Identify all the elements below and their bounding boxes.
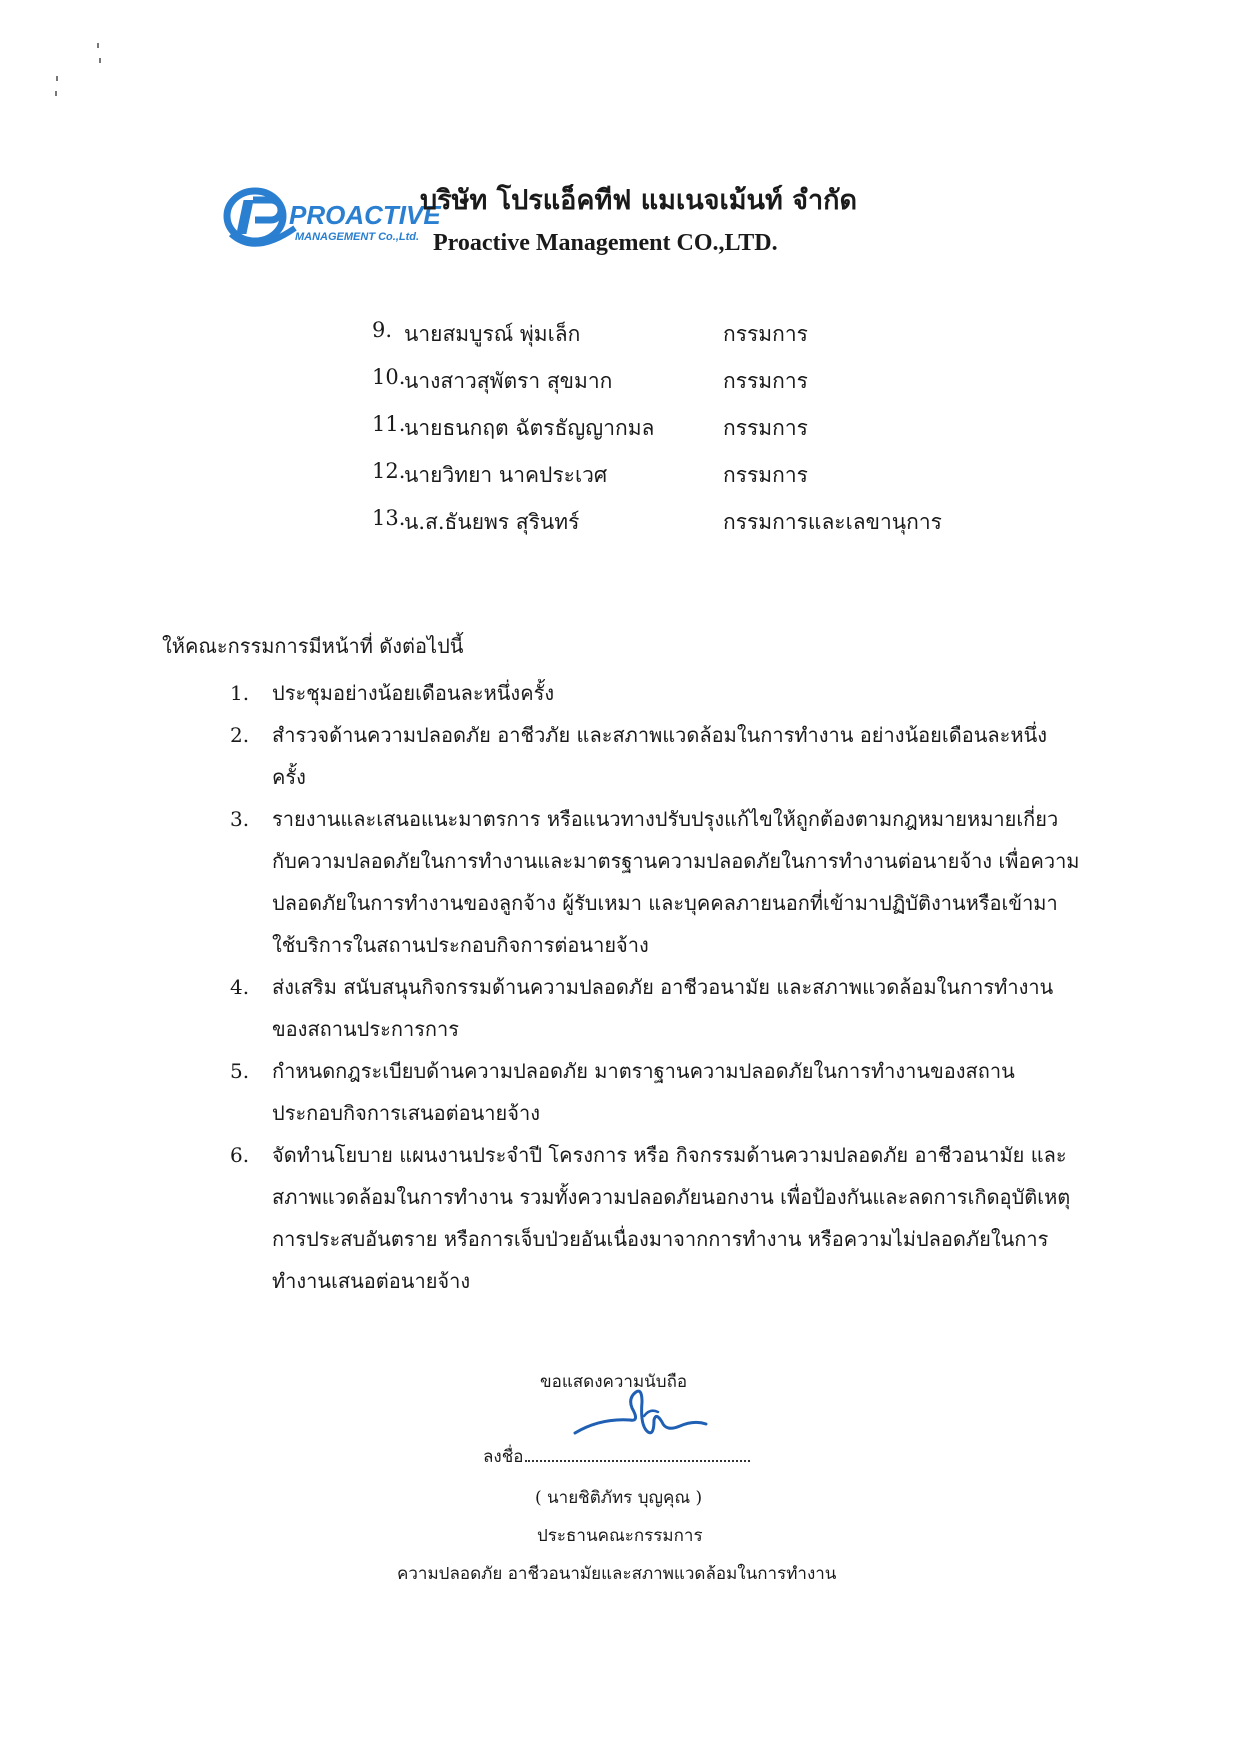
- duty-number: 2.: [230, 723, 250, 747]
- member-role: กรรมการ: [723, 463, 808, 487]
- scan-mark: [99, 58, 101, 63]
- scan-mark: [56, 76, 58, 81]
- member-number: 9.: [372, 318, 393, 342]
- scan-mark: [97, 43, 99, 48]
- member-name: นางสาวสุพัตรา สุขมาก: [404, 369, 613, 393]
- committee-member: [372, 506, 972, 553]
- duties-intro: ให้คณะกรรมการมีหน้าที่ ดังต่อไปนี้: [162, 634, 464, 658]
- member-number: 11.: [372, 412, 406, 436]
- duty-item: [230, 714, 1080, 798]
- member-role: กรรมการ: [723, 322, 808, 346]
- signature-dotted-line: [525, 1460, 750, 1462]
- company-name-english: Proactive Management CO.,LTD.: [433, 230, 778, 256]
- company-logo: [225, 184, 441, 254]
- duty-item: [230, 1134, 1080, 1302]
- duty-text: กำหนดกฎระเบียบด้านความปลอดภัย มาตราฐานความปลอดภัยในการทำงานของสถานประกอบกิจการเสนอต่อนายจ้าง: [272, 1059, 1015, 1125]
- duty-number: 5.: [230, 1059, 250, 1083]
- duty-number: 6.: [230, 1143, 250, 1167]
- duty-item: [230, 672, 1080, 714]
- duty-item: [230, 1050, 1080, 1134]
- letterhead: [225, 170, 858, 270]
- duty-item: [230, 966, 1080, 1050]
- committee-member: [372, 318, 972, 365]
- duty-text: ประชุมอย่างน้อยเดือนละหนึ่งครั้ง: [272, 681, 555, 705]
- sign-label: ลงชื่อ: [483, 1447, 524, 1467]
- signer-position: ประธานคณะกรรมการ: [537, 1526, 703, 1546]
- member-number: 10.: [372, 365, 406, 389]
- duty-text: จัดทำนโยบาย แผนงานประจำปี โครงการ หรือ กิจกรรมด้านความปลอดภัย อาชีวอนามัย และสภาพแวดล้อมในการทำงาน รวมทั้งความปลอดภัยนอกงาน เพื่อป้องกันและลดการเกิดอุบัติเหตุ การประสบอันตราย หรือการเจ็บป่วยอันเนื่องมาจากการทำงาน หรือความไม่ปลอดภัยในการทำงานเสนอต่อนายจ้าง: [272, 1143, 1071, 1293]
- logo-text: PROACTIVE: [289, 200, 441, 230]
- committee-member: [372, 459, 972, 506]
- member-role: กรรมการและเลขานุการ: [723, 510, 942, 534]
- duty-number: 1.: [230, 681, 250, 705]
- committee-member: [372, 365, 972, 412]
- proactive-logo-icon: [225, 184, 441, 254]
- member-role: กรรมการ: [723, 369, 808, 393]
- signer-name: ( นายชิติภัทร บุญคุณ ): [535, 1488, 703, 1508]
- member-role: กรรมการ: [723, 416, 808, 440]
- logo-subtext: MANAGEMENT Co.,Ltd.: [295, 231, 420, 243]
- duty-number: 3.: [230, 807, 250, 831]
- committee-list: [372, 318, 972, 553]
- duty-text: ส่งเสริม สนับสนุนกิจกรรมด้านความปลอดภัย อาชีวอนามัย และสภาพแวดล้อมในการทำงานของสถานประการการ: [272, 975, 1054, 1041]
- scan-mark: [55, 91, 57, 96]
- member-name: น.ส.ธันยพร สุรินทร์: [404, 510, 580, 534]
- member-name: นายธนกฤต ฉัตรธัญญากมล: [404, 416, 655, 440]
- closing-phrase: ขอแสดงความนับถือ: [540, 1372, 688, 1392]
- signer-position-detail: ความปลอดภัย อาชีวอนามัยและสภาพแวดล้อมในการทำงาน: [397, 1564, 837, 1584]
- duties-list: [230, 672, 1080, 1302]
- signature-line: [483, 1443, 750, 1470]
- member-number: 13.: [372, 506, 406, 530]
- duty-number: 4.: [230, 975, 250, 999]
- duty-text: สำรวจด้านความปลอดภัย อาชีวภัย และสภาพแวดล้อมในการทำงาน อย่างน้อยเดือนละหนึ่งครั้ง: [272, 723, 1048, 789]
- member-name: นายวิทยา นาคประเวศ: [404, 463, 608, 487]
- committee-member: [372, 412, 972, 459]
- duty-text: รายงานและเสนอแนะมาตรการ หรือแนวทางปรับปรุงแก้ไขให้ถูกต้องตามกฎหมายหมายเกี่ยวกับความปลอดภัยในการทำงานและมาตรฐานความปลอดภัยในการทำงานต่อนายจ้าง เพื่อความปลอดภัยในการทำงานของลูกจ้าง ผู้รับเหมา และบุคคลภายนอกที่เข้ามาปฏิบัติงานหรือเข้ามาใช้บริการในสถานประกอบกิจการต่อนายจ้าง: [272, 807, 1080, 957]
- duty-item: [230, 798, 1080, 966]
- member-number: 12.: [372, 459, 406, 483]
- handwritten-signature: [570, 1378, 710, 1448]
- company-name-thai: บริษัท โปรแอ็คทีฟ แมเนจเม้นท์ จำกัด: [420, 185, 858, 216]
- member-name: นายสมบูรณ์ พุ่มเล็ก: [404, 322, 581, 346]
